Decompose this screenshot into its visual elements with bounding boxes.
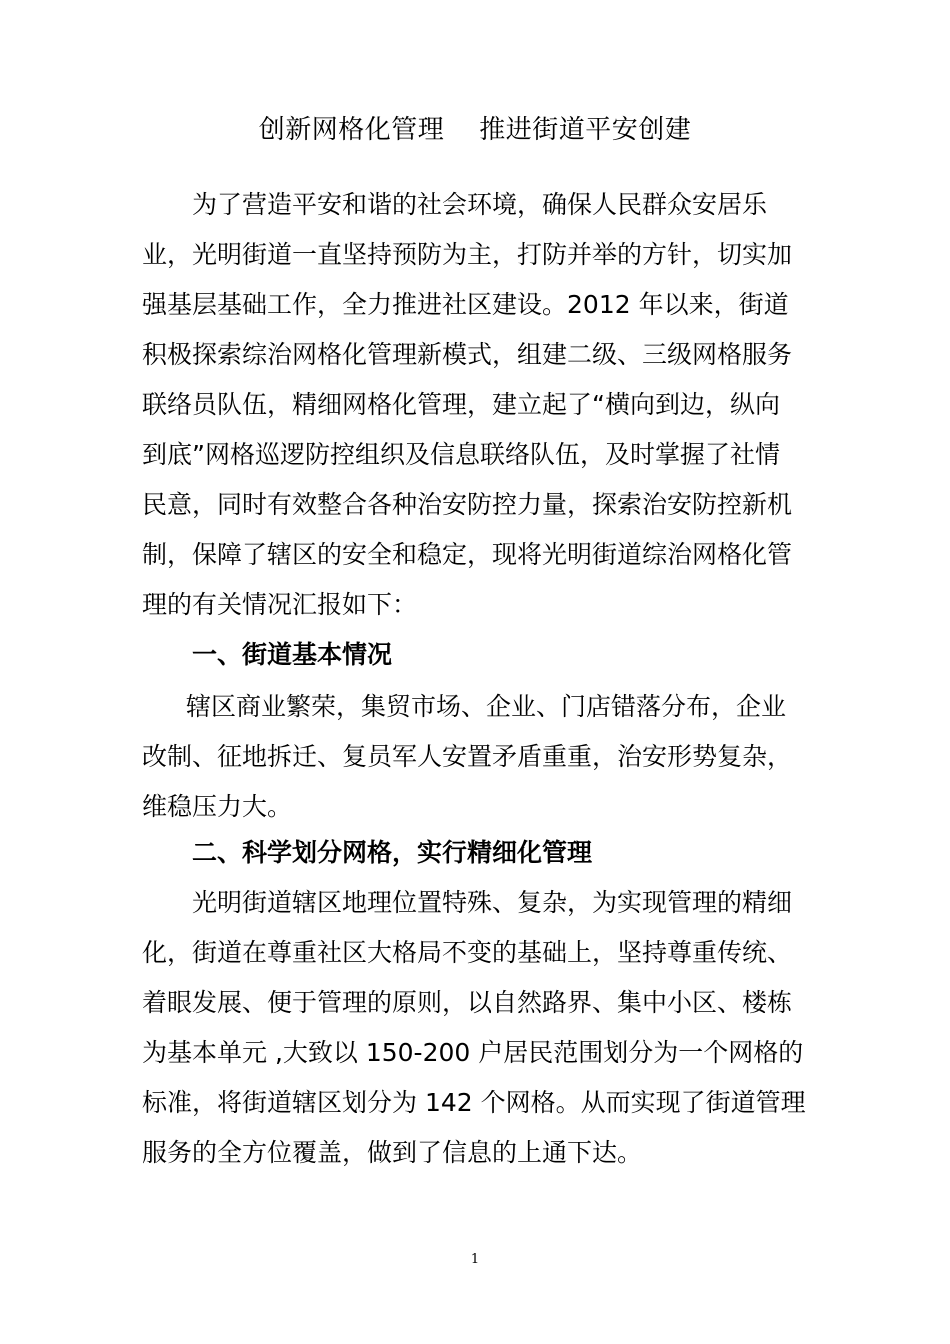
page-number: 1 bbox=[470, 1252, 480, 1267]
section-heading: 一、街道基本情况 bbox=[192, 640, 393, 669]
paragraph-line: 强基层基础工作，全力推进社区建设。2012 年以来，街道 bbox=[142, 290, 789, 319]
paragraph-line: 制，保障了辖区的安全和稳定，现将光明街道综治网格化管 bbox=[142, 540, 793, 569]
paragraph-line: 民意，同时有效整合各种治安防控力量，探索治安防控新机 bbox=[142, 490, 793, 519]
paragraph-line: 业，光明街道一直坚持预防为主，打防并举的方针，切实加 bbox=[142, 240, 793, 269]
paragraph-line: 理的有关情况汇报如下： bbox=[142, 590, 418, 619]
paragraph-line: 联络员队伍，精细网格化管理，建立起了“横向到边，纵向 bbox=[142, 390, 780, 419]
paragraph-line: 为基本单元 ,大致以 150-200 户居民范围划分为一个网格的 bbox=[142, 1038, 804, 1067]
paragraph-line: 标准，将街道辖区划分为 142 个网格。从而实现了街道管理 bbox=[142, 1088, 806, 1117]
section-heading: 二、科学划分网格，实行精细化管理 bbox=[192, 838, 593, 867]
paragraph-line: 化，街道在尊重社区大格局不变的基础上，坚持尊重传统、 bbox=[142, 938, 793, 967]
paragraph-line: 着眼发展、便于管理的原则，以自然路界、集中小区、楼栋 bbox=[142, 988, 793, 1017]
paragraph-line: 积极探索综治网格化管理新模式，组建二级、三级网格服务 bbox=[142, 340, 793, 369]
paragraph-line: 服务的全方位覆盖，做到了信息的上通下达。 bbox=[142, 1138, 643, 1167]
paragraph-line: 光明街道辖区地理位置特殊、复杂，为实现管理的精细 bbox=[192, 888, 793, 917]
paragraph-line: 改制、征地拆迁、复员军人安置矛盾重重，治安形势复杂， bbox=[142, 742, 793, 771]
paragraph-line: 辖区商业繁荣，集贸市场、企业、门店错落分布，企业 bbox=[186, 692, 787, 721]
paragraph-line: 维稳压力大。 bbox=[142, 792, 293, 821]
paragraph-line: 到底”网格巡逻防控组织及信息联络队伍，及时掌握了社情 bbox=[142, 440, 780, 469]
paragraph-line: 为了营造平安和谐的社会环境，确保人民群众安居乐 bbox=[192, 190, 768, 219]
document-title: 创新网格化管理 推进街道平安创建 bbox=[258, 115, 692, 145]
